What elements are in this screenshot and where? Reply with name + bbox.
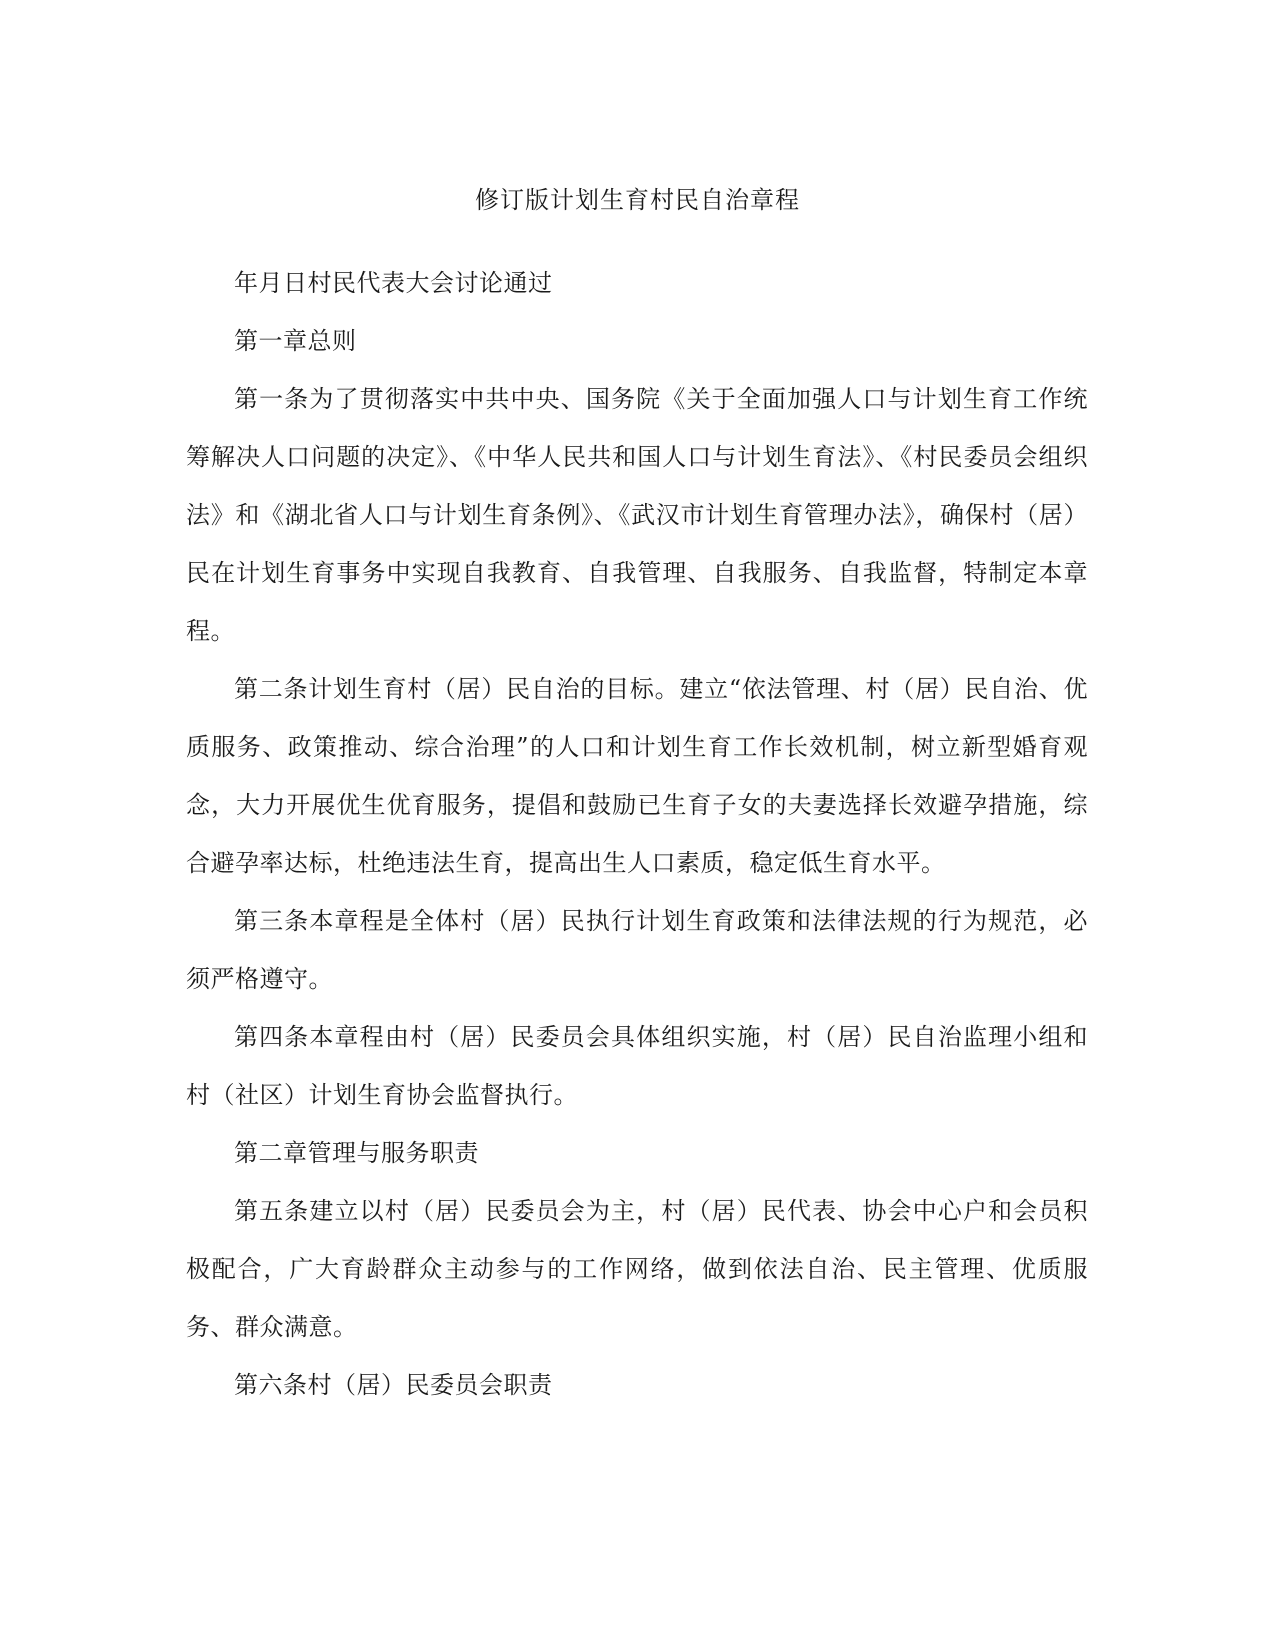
document-body (186, 254, 1088, 1414)
article-3: 第三条本章程是全体村（居）民执行计划生育政策和法律法规的行为规范，必须严格遵守。 (186, 907, 1088, 993)
adoption-note: 年月日村民代表大会讨论通过 (234, 269, 553, 297)
chapter-heading-2: 第二章管理与服务职责 (234, 1139, 479, 1167)
article-1: 第一条为了贯彻落实中共中央、国务院《关于全面加强人口与计划生育工作统筹解决人口问题的决定》、《中华人民共和国人口与计划生育法》、《村民委员会组织法》和《湖北省人口与计划生育条例》、《武汉市计划生育管理办法》，确保村（居）民在计划生育事务中实现自我教育、自我管理、自我服务、自我监督，特制定本章程。 (186, 385, 1088, 645)
article-2: 第二条计划生育村（居）民自治的目标。建立“依法管理、村（居）民自治、优质服务、政策推动、综合治理”的人口和计划生育工作长效机制，树立新型婚育观念，大力开展优生优育服务，提倡和鼓励已生育子女的夫妻选择长效避孕措施，综合避孕率达标，杜绝违法生育，提高出生人口素质，稳定低生育水平。 (186, 675, 1088, 877)
article-4: 第四条本章程由村（居）民委员会具体组织实施，村（居）民自治监理小组和村（社区）计划生育协会监督执行。 (186, 1023, 1088, 1109)
article-6: 第六条村（居）民委员会职责 (234, 1371, 553, 1399)
article-5: 第五条建立以村（居）民委员会为主，村（居）民代表、协会中心户和会员积极配合，广大育龄群众主动参与的工作网络，做到依法自治、民主管理、优质服务、群众满意。 (186, 1197, 1088, 1341)
document-title: 修订版计划生育村民自治章程 (475, 186, 800, 214)
chapter-heading-1: 第一章总则 (234, 327, 357, 355)
